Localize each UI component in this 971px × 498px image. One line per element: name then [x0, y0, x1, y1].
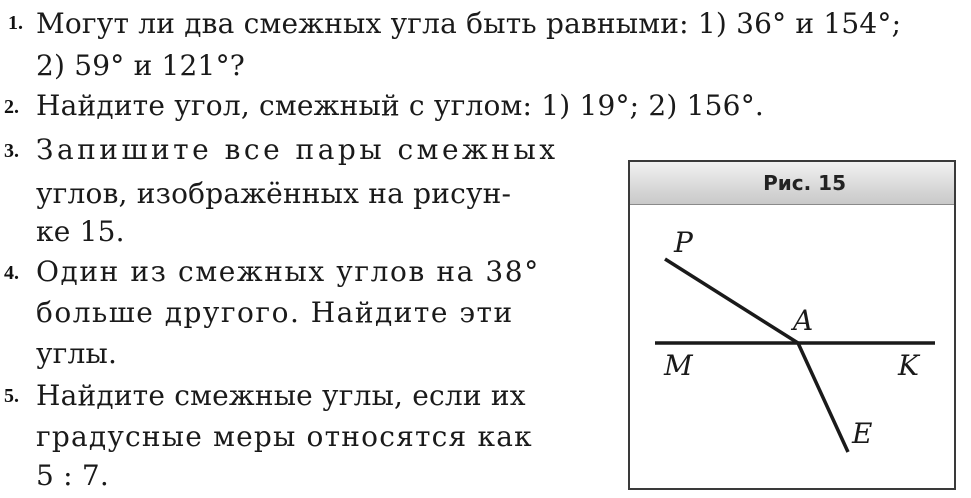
problem-2-number: 2.: [4, 96, 19, 118]
problem-3-line-2: углов, изображённых на рисун-: [36, 177, 512, 210]
problem-3-line-3: ке 15.: [36, 215, 125, 248]
problem-2-line-1: Найдите угол, смежный с углом: 1) 19°; 2) 156°.: [36, 89, 764, 122]
problem-3-line-1: Запишите все пары смежных: [36, 133, 559, 166]
problem-4-line-1: Один из смежных углов на 38°: [36, 255, 540, 288]
problem-4-line-2: больше другого. Найдите эти: [36, 296, 514, 329]
problem-1-line-2: 2) 59° и 121°?: [36, 49, 245, 82]
problem-5-line-2: градусные меры относятся как: [36, 420, 533, 453]
label-k: K: [898, 349, 919, 382]
problem-5-line-3: 5 : 7.: [36, 459, 109, 492]
ray-ap: [665, 259, 798, 343]
problem-4-line-3: углы.: [36, 337, 118, 370]
figure-caption: Рис. 15: [763, 171, 846, 195]
ray-ae: [798, 343, 848, 452]
figure-diagram: [630, 162, 954, 488]
label-e: E: [852, 417, 873, 450]
problem-1-line-1: Могут ли два смежных угла быть равными: 1) 36° и 154°;: [36, 7, 902, 40]
label-a: A: [793, 304, 814, 337]
figure-15: [628, 160, 956, 490]
problem-5-line-1: Найдите смежные углы, если их: [36, 379, 526, 412]
problem-1-number: 1.: [8, 12, 23, 34]
problem-3-number: 3.: [4, 140, 19, 162]
problem-4-number: 4.: [4, 262, 19, 284]
problem-5-number: 5.: [4, 385, 19, 407]
label-p: P: [674, 226, 693, 259]
label-m: M: [664, 349, 693, 382]
